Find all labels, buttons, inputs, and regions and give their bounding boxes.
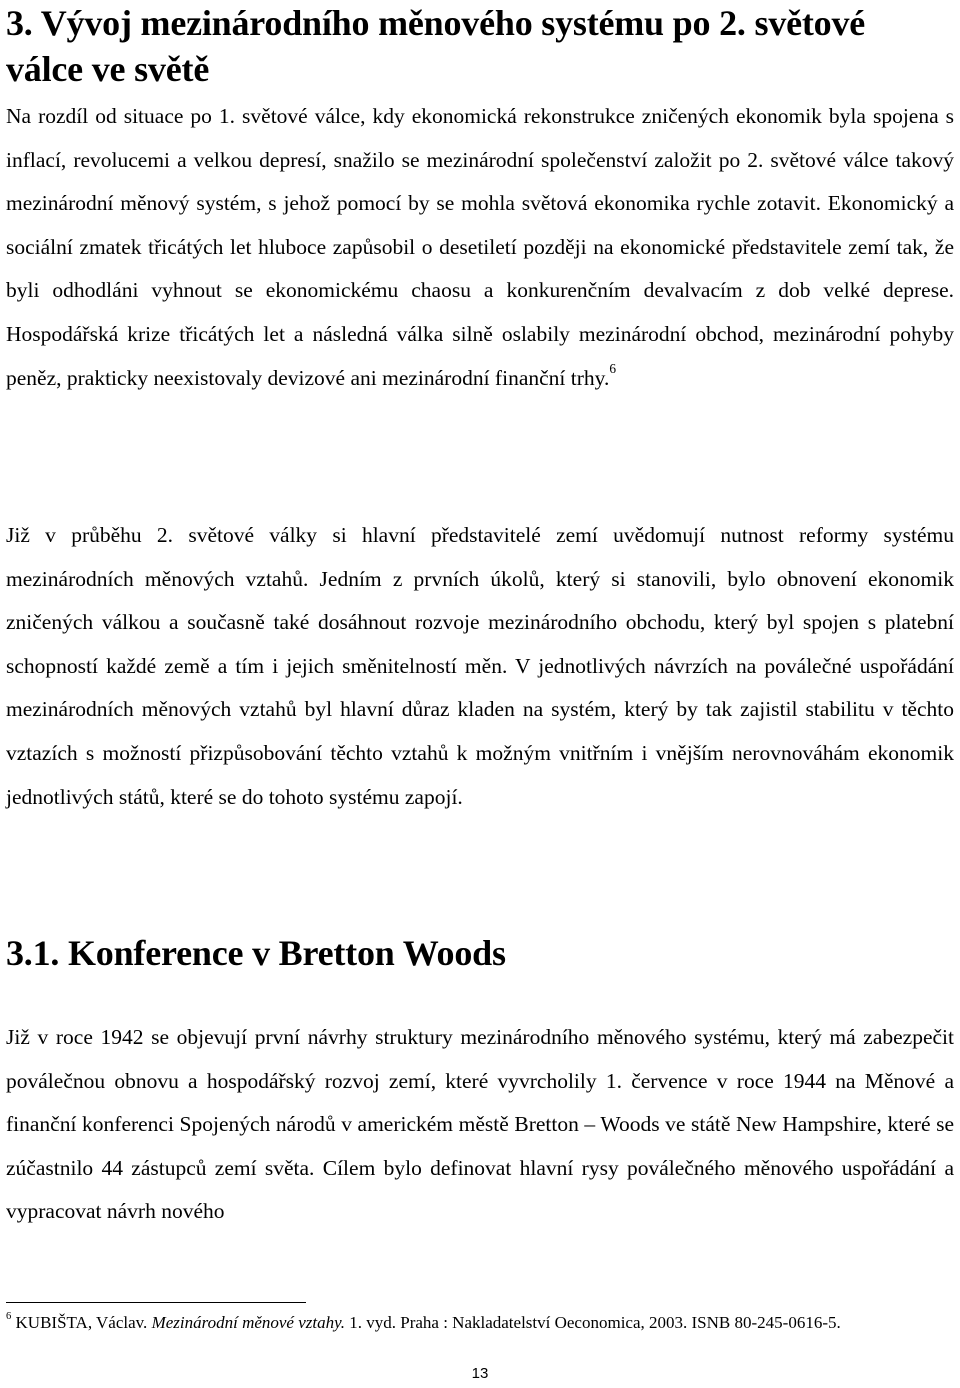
footnote-details: 1. vyd. Praha : Nakladatelství Oeconomica, 2003. ISNB 80-245-0616-5. bbox=[349, 1313, 841, 1332]
section-title: 3.1. Konference v Bretton Woods bbox=[6, 933, 506, 973]
page-number: 13 bbox=[471, 1365, 489, 1382]
paragraph-bretton-woods: Již v roce 1942 se objevují první návrhy struktury mezinárodního měnového systému, který má zabezpečit poválečnou obnovu a hospodářský rozvoj zemí, které vyvrcholily 1. července v roce 1944 na Měnové a finanční konferenci Spojených národů v americkém městě Bretton – Woods ve státě New Hampshire, které se zúčastnilo 44 zástupců zemí světa. Cílem bylo definovat hlavní rysy poválečného měnového uspořádání a vypracovat návrh nového bbox=[6, 1025, 954, 1224]
footnote-number: 6 bbox=[6, 1310, 12, 1322]
paragraph-intro bbox=[6, 95, 954, 400]
chapter-title: 3. Vývoj mezinárodního měnového systému po 2. světové válce ve světě bbox=[6, 3, 866, 89]
footnote bbox=[6, 1311, 946, 1334]
paragraph-intro-text: Na rozdíl od situace po 1. světové válce, kdy ekonomická rekonstrukce zničených ekonomik byla spojena s inflací, revolucemi a velkou depresí, snažilo se mezinárodní společenství založit po 2. světové válce takový mezinárodní měnový systém, s jehož pomocí by se mohla světová ekonomika rychle zotavit. Ekonomický a sociální zmatek třicátých let hluboce zapůsobil o desetiletí později na ekonomické představitele zemí tak, že byli odhodláni vyhnout se ekonomickému chaosu a konkurenčním devalvacím z dob velké deprese. Hospodářská krize třicátých let a následná válka silně oslabily mezinárodní obchod, mezinárodní pohyby peněz, prakticky neexistovaly devizové ani mezinárodní finanční trhy. bbox=[6, 104, 954, 390]
footnote-title: Mezinárodní měnové vztahy. bbox=[151, 1313, 345, 1332]
footnote-divider bbox=[6, 1302, 306, 1303]
footnote-author: KUBIŠTA, Václav. bbox=[15, 1313, 148, 1332]
footnote-reference[interactable]: 6 bbox=[609, 361, 617, 377]
paragraph-reform: Již v průběhu 2. světové války si hlavní představitelé zemí uvědomují nutnost reformy systému mezinárodních měnových vztahů. Jedním z prvních úkolů, který si stanovili, bylo obnovení ekonomik zničených válkou a současně také dosáhnout rozvoje mezinárodního obchodu, který byl spojen s platební schopností každé země a tím i jejich směnitelností měn. V jednotlivých návrzích na poválečné uspořádání mezinárodních měnových vztahů byl hlavní důraz kladen na systém, který by tak zajistil stabilitu v těchto vztazích s možností přizpůsobování těchto vztahů k možným vnitřním i vnějším nerovnováhám ekonomik jednotlivých států, které se do tohoto systému zapojí. bbox=[6, 523, 954, 809]
